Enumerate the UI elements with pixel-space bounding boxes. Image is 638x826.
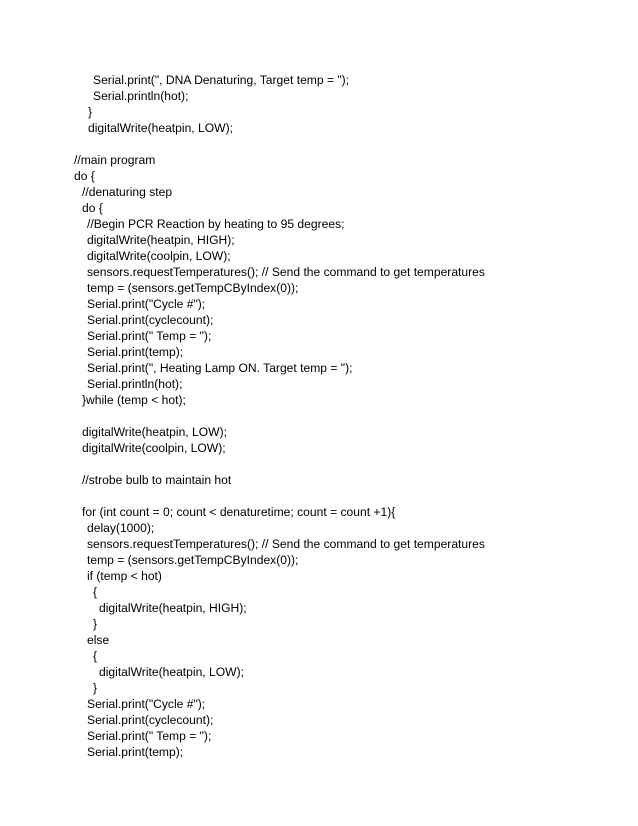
code-line: digitalWrite(heatpin, HIGH); <box>87 233 235 247</box>
code-line: { <box>93 585 98 599</box>
code-line: } <box>93 617 98 631</box>
code-line: Serial.print("Cycle #"); <box>87 297 206 311</box>
code-line: Serial.print(cyclecount); <box>87 713 214 727</box>
code-line: digitalWrite(heatpin, LOW); <box>88 121 233 135</box>
code-line: Serial.println(hot); <box>87 377 183 391</box>
code-line: for (int count = 0; count < denaturetime; count = count +1){ <box>82 505 396 519</box>
code-line: digitalWrite(coolpin, LOW); <box>87 249 231 263</box>
code-line: digitalWrite(heatpin, LOW); <box>99 665 244 679</box>
code-line: temp = (sensors.getTempCByIndex(0)); <box>87 281 299 295</box>
code-line: //Begin PCR Reaction by heating to 95 degrees; <box>87 217 345 231</box>
code-line: } <box>93 681 98 695</box>
code-line: do { <box>82 201 103 215</box>
code-line: Serial.print(cyclecount); <box>87 313 214 327</box>
code-line: Serial.println(hot); <box>93 89 189 103</box>
code-line: sensors.requestTemperatures(); // Send the command to get temperatures <box>87 265 485 279</box>
code-line: Serial.print("Cycle #"); <box>87 697 206 711</box>
code-line: //strobe bulb to maintain hot <box>82 473 232 487</box>
code-line: digitalWrite(coolpin, LOW); <box>82 441 226 455</box>
code-line: //main program <box>74 153 156 167</box>
code-line: delay(1000); <box>87 521 155 535</box>
code-line: Serial.print(", Heating Lamp ON. Target temp = "); <box>87 361 353 375</box>
code-line: Serial.print(temp); <box>87 745 184 759</box>
code-line: else <box>87 633 110 647</box>
code-line: temp = (sensors.getTempCByIndex(0)); <box>87 553 299 567</box>
code-line: sensors.requestTemperatures(); // Send the command to get temperatures <box>87 537 485 551</box>
code-line: { <box>93 649 98 663</box>
code-line: digitalWrite(heatpin, HIGH); <box>99 601 247 615</box>
code-line: if (temp < hot) <box>87 569 162 583</box>
code-line: Serial.print(temp); <box>87 345 184 359</box>
code-line: }while (temp < hot); <box>82 393 186 407</box>
code-line: Serial.print(" Temp = "); <box>87 329 212 343</box>
code-line: } <box>88 105 93 119</box>
code-line: digitalWrite(heatpin, LOW); <box>82 425 227 439</box>
code-line: Serial.print(", DNA Denaturing, Target temp = "); <box>93 73 350 87</box>
code-line: //denaturing step <box>82 185 173 199</box>
code-line: Serial.print(" Temp = "); <box>87 729 212 743</box>
code-line: do { <box>74 169 95 183</box>
